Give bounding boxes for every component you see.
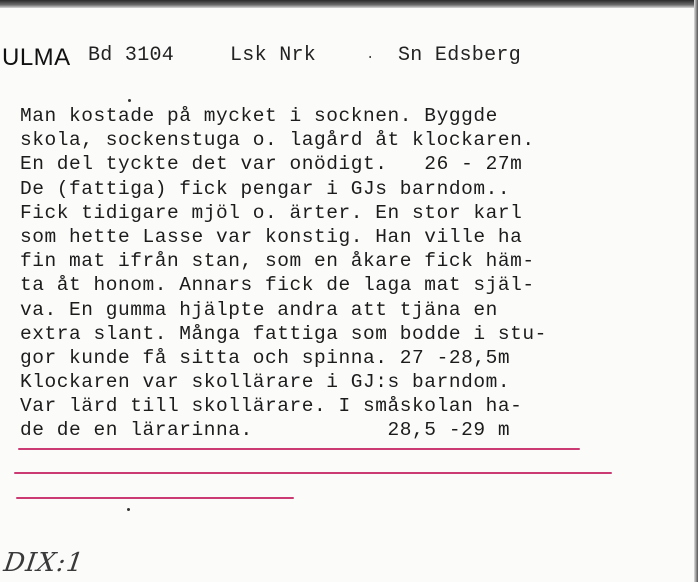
handwritten-mark: DIX:1 [1,548,87,578]
county-field: Lsk Nrk [230,44,317,67]
red-underline [18,448,580,450]
record-id: Bd 3104 [88,44,175,67]
transcript-line: de de en lärarinna. 28,5 -29 m [20,419,511,442]
ink-speck [127,508,130,511]
transcript-line: gor kunde få sitta och spinna. 27 -28,5m [20,346,511,369]
transcript-line: De (fattiga) fick pengar i GJs barndom.. [20,177,511,200]
transcript-line: som hette Lasse var konstig. Han ville ha [20,225,523,248]
transcript-line: Fick tidigare mjöl o. ärter. En stor karl [20,201,523,224]
archive-logo: ULMA [2,44,71,71]
red-underline [14,472,612,474]
transcript-body [20,104,690,443]
card-top-edge [0,0,698,8]
red-underline [16,497,294,499]
ink-speck [128,99,131,102]
transcript-line: extra slant. Många fattiga som bodde i stu- [20,322,547,345]
transcript-line: ta åt honom. Annars fick de laga mat själ- [20,274,535,297]
transcript-line: Var lärd till skollärare. I småskolan ha- [20,395,523,418]
transcript-line: En del tyckte det var onödigt. 26 - 27m [20,153,523,176]
parish-field: Sn Edsberg [398,44,522,67]
transcript-line: Klockaren var skollärare i GJ:s barndom. [20,371,511,394]
transcript-line: fin mat ifrån stan, som en åkare fick häm- [20,250,535,273]
header-separator-dot: · [366,50,375,66]
card-right-edge [694,0,698,582]
transcript-line: Man kostade på mycket i socknen. Byggde [20,105,498,127]
transcript-line: va. En gumma hjälpte andra att tjäna en [20,298,498,321]
transcript-line: skola, sockenstuga o. lagård åt klockaren. [20,129,535,152]
